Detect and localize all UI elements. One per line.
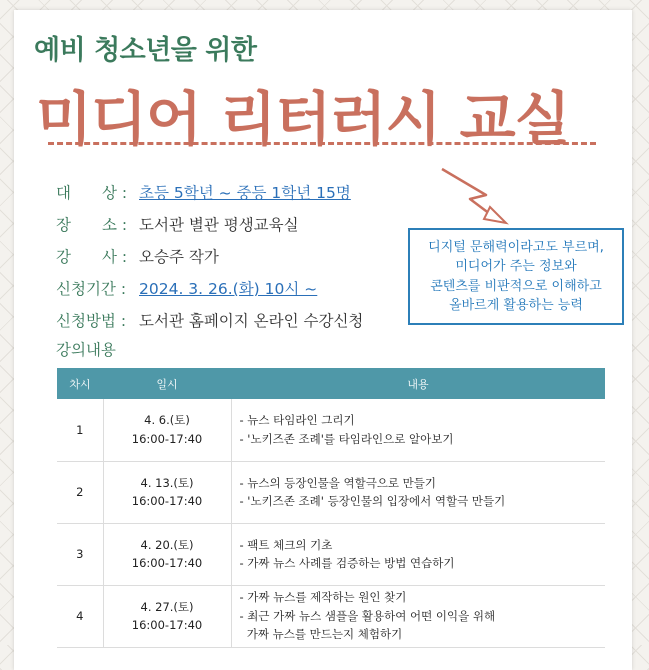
header-content: 내용	[231, 368, 605, 399]
info-row-period	[56, 277, 317, 299]
session-datetime	[103, 399, 231, 461]
content-line: - 뉴스의 등장인물을 역할극으로 만들기	[239, 475, 437, 490]
session-date: 4. 20.(토)	[140, 537, 194, 552]
session-datetime	[103, 585, 231, 647]
table-row	[57, 461, 605, 523]
zigzag-arrow-icon	[440, 165, 510, 227]
header-session: 차시	[57, 368, 103, 399]
info-row-target	[56, 181, 351, 203]
session-content	[231, 523, 605, 585]
content-line: - 가짜 뉴스를 제작하는 원인 찾기	[239, 590, 407, 605]
lecture-content-label: 강의내용	[56, 341, 116, 359]
session-date: 4. 27.(토)	[140, 599, 194, 614]
info-label: 신청방법 :	[56, 312, 127, 330]
session-number: 4	[57, 585, 103, 647]
content-line: - 최근 가짜 뉴스 샘플을 활용하여 어떤 이익을 위해	[239, 608, 496, 623]
session-datetime	[103, 461, 231, 523]
content-line: 가짜 뉴스를 만드는지 체험하기	[239, 627, 403, 642]
session-number: 1	[57, 399, 103, 461]
table-row	[57, 585, 605, 647]
session-content	[231, 461, 605, 523]
session-number: 2	[57, 461, 103, 523]
info-label: 대 상 :	[56, 184, 128, 202]
header-datetime: 일시	[103, 368, 231, 399]
info-value-target[interactable]: 초등 5학년 ~ 중등 1학년 15명	[139, 184, 351, 202]
content-line: - 팩트 체크의 기초	[239, 537, 333, 552]
info-row-place	[56, 213, 299, 235]
info-label: 장 소 :	[56, 216, 128, 234]
session-time: 16:00-17:40	[131, 431, 203, 446]
info-value-period[interactable]: 2024. 3. 26.(화) 10시 ~	[139, 280, 318, 298]
content-line: - 뉴스 타임라인 그리기	[239, 413, 355, 428]
info-value-method: 도서관 홈페이지 온라인 수강신청	[139, 312, 364, 330]
definition-callout	[408, 228, 624, 325]
poster-title: 미디어 리터러시 교실	[36, 85, 570, 153]
content-line: - '노키즈존 조례'를 타임라인으로 알아보기	[239, 431, 454, 446]
session-time: 16:00-17:40	[131, 618, 203, 632]
info-row-method	[56, 309, 363, 331]
callout-line: 콘텐츠를 비판적으로 이해하고	[430, 278, 602, 294]
session-time: 16:00-17:40	[131, 556, 203, 570]
info-label: 신청기간 :	[56, 280, 127, 298]
session-time: 16:00-17:40	[131, 494, 203, 508]
session-number: 3	[57, 523, 103, 585]
callout-line: 올바르게 활용하는 능력	[449, 298, 583, 313]
title-divider	[48, 142, 596, 145]
table-row	[57, 523, 605, 585]
session-datetime	[103, 523, 231, 585]
schedule-table	[57, 368, 605, 648]
session-content	[231, 399, 605, 461]
table-header-row	[57, 368, 605, 399]
table-row	[57, 399, 605, 461]
info-label: 강 사 :	[56, 248, 128, 266]
info-value-instructor: 오승주 작가	[139, 248, 219, 266]
info-value-place: 도서관 별관 평생교육실	[139, 216, 299, 234]
session-content	[231, 585, 605, 647]
poster-subtitle: 예비 청소년을 위한	[34, 35, 257, 66]
session-date: 4. 13.(토)	[140, 475, 194, 490]
content-line: - 가짜 뉴스 사례를 검증하는 방법 연습하기	[239, 556, 455, 570]
session-date: 4. 6.(토)	[144, 413, 190, 428]
callout-line: 디지털 문해력이라고도 부르며,	[428, 239, 604, 255]
callout-line: 미디어가 주는 정보와	[455, 259, 577, 274]
info-row-instructor	[56, 245, 219, 267]
content-line: - '노키즈존 조례' 등장인물의 입장에서 역할극 만들기	[239, 494, 506, 508]
